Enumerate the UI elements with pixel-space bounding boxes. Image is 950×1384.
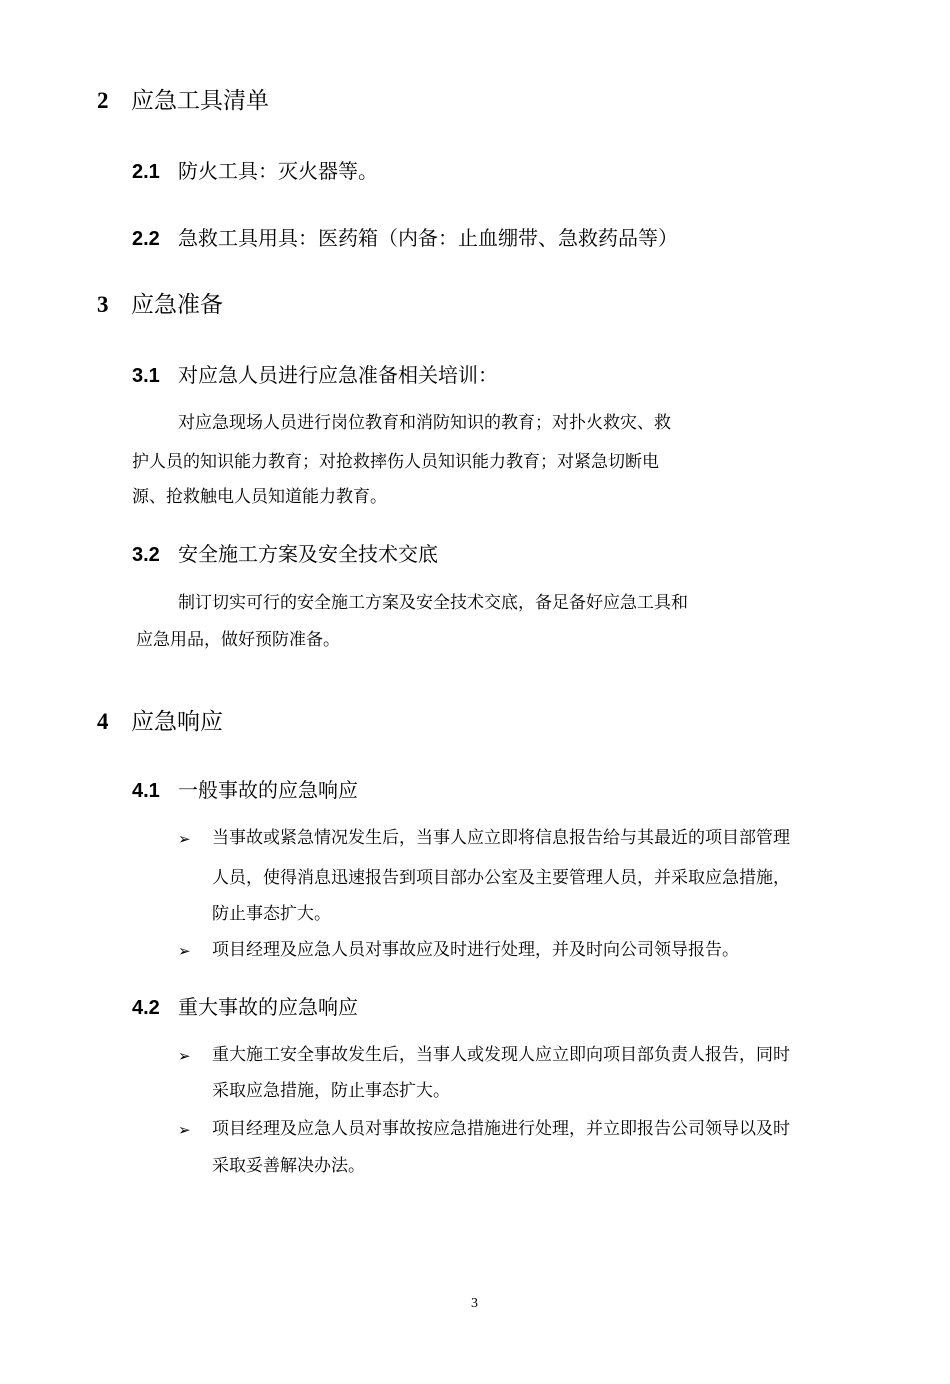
bullet-line: 人员，使得消息迅速报告到项目部办公室及主要管理人员，并采取应急措施， (212, 868, 790, 888)
paragraph-line: 制订切实可行的安全施工方案及安全技术交底，备足备好应急工具和 (178, 593, 688, 613)
heading-number: 3.1 (132, 365, 160, 387)
heading-number: 4.2 (132, 997, 160, 1019)
arrow-bullet-icon: ➢ (178, 942, 191, 960)
heading-title: 对应急人员进行应急准备相关培训： (178, 363, 498, 387)
heading-4 (97, 707, 223, 737)
bullet-line: 采取应急措施，防止事态扩大。 (212, 1081, 450, 1101)
heading-4-2 (132, 993, 358, 1022)
bullet-line: 防止事态扩大。 (212, 904, 331, 924)
arrow-bullet-icon: ➢ (178, 1047, 191, 1065)
bullet-line: 当事故或紧急情况发生后，当事人应立即将信息报告给与其最近的项目部管理 (212, 828, 790, 848)
heading-title: 安全施工方案及安全技术交底 (178, 542, 438, 566)
heading-title: 应急准备 (131, 292, 223, 318)
heading-3-1 (132, 361, 498, 390)
heading-title: 防火工具：灭火器等。 (178, 159, 378, 183)
heading-title: 急救工具用具：医药箱（内备：止血绷带、急救药品等） (178, 226, 678, 250)
heading-number: 2.2 (132, 228, 160, 250)
bullet-line: 采取妥善解决办法。 (212, 1156, 365, 1176)
heading-number: 3 (97, 292, 109, 317)
heading-title: 重大事故的应急响应 (178, 995, 358, 1019)
arrow-bullet-icon: ➢ (178, 1121, 191, 1139)
bullet-line: 重大施工安全事故发生后，当事人或发现人应立即向项目部负责人报告，同时 (212, 1045, 790, 1065)
heading-2 (97, 86, 269, 116)
paragraph-line: 对应急现场人员进行岗位教育和消防知识的教育；对扑火救灾、救 (178, 413, 671, 433)
page-number: 3 (471, 1296, 478, 1311)
paragraph-line: 应急用品，做好预防准备。 (136, 630, 340, 650)
heading-number: 4 (97, 709, 109, 734)
heading-number: 3.2 (132, 544, 160, 566)
paragraph-line: 源、抢救触电人员知道能力教育。 (132, 487, 387, 507)
arrow-bullet-icon: ➢ (178, 830, 191, 848)
heading-3 (97, 290, 223, 320)
heading-2-1 (132, 157, 378, 186)
heading-3-2 (132, 540, 438, 569)
heading-number: 2.1 (132, 161, 160, 183)
heading-number: 4.1 (132, 780, 160, 802)
paragraph-line: 护人员的知识能力教育；对抢救摔伤人员知识能力教育；对紧急切断电 (132, 452, 659, 472)
heading-4-1 (132, 776, 358, 805)
heading-2-2 (132, 224, 678, 253)
heading-title: 一般事故的应急响应 (178, 778, 358, 802)
heading-title: 应急工具清单 (131, 88, 269, 114)
bullet-line: 项目经理及应急人员对事故按应急措施进行处理，并立即报告公司领导以及时 (212, 1119, 790, 1139)
heading-title: 应急响应 (131, 709, 223, 735)
heading-number: 2 (97, 88, 109, 113)
bullet-line: 项目经理及应急人员对事故应及时进行处理，并及时向公司领导报告。 (212, 940, 739, 960)
